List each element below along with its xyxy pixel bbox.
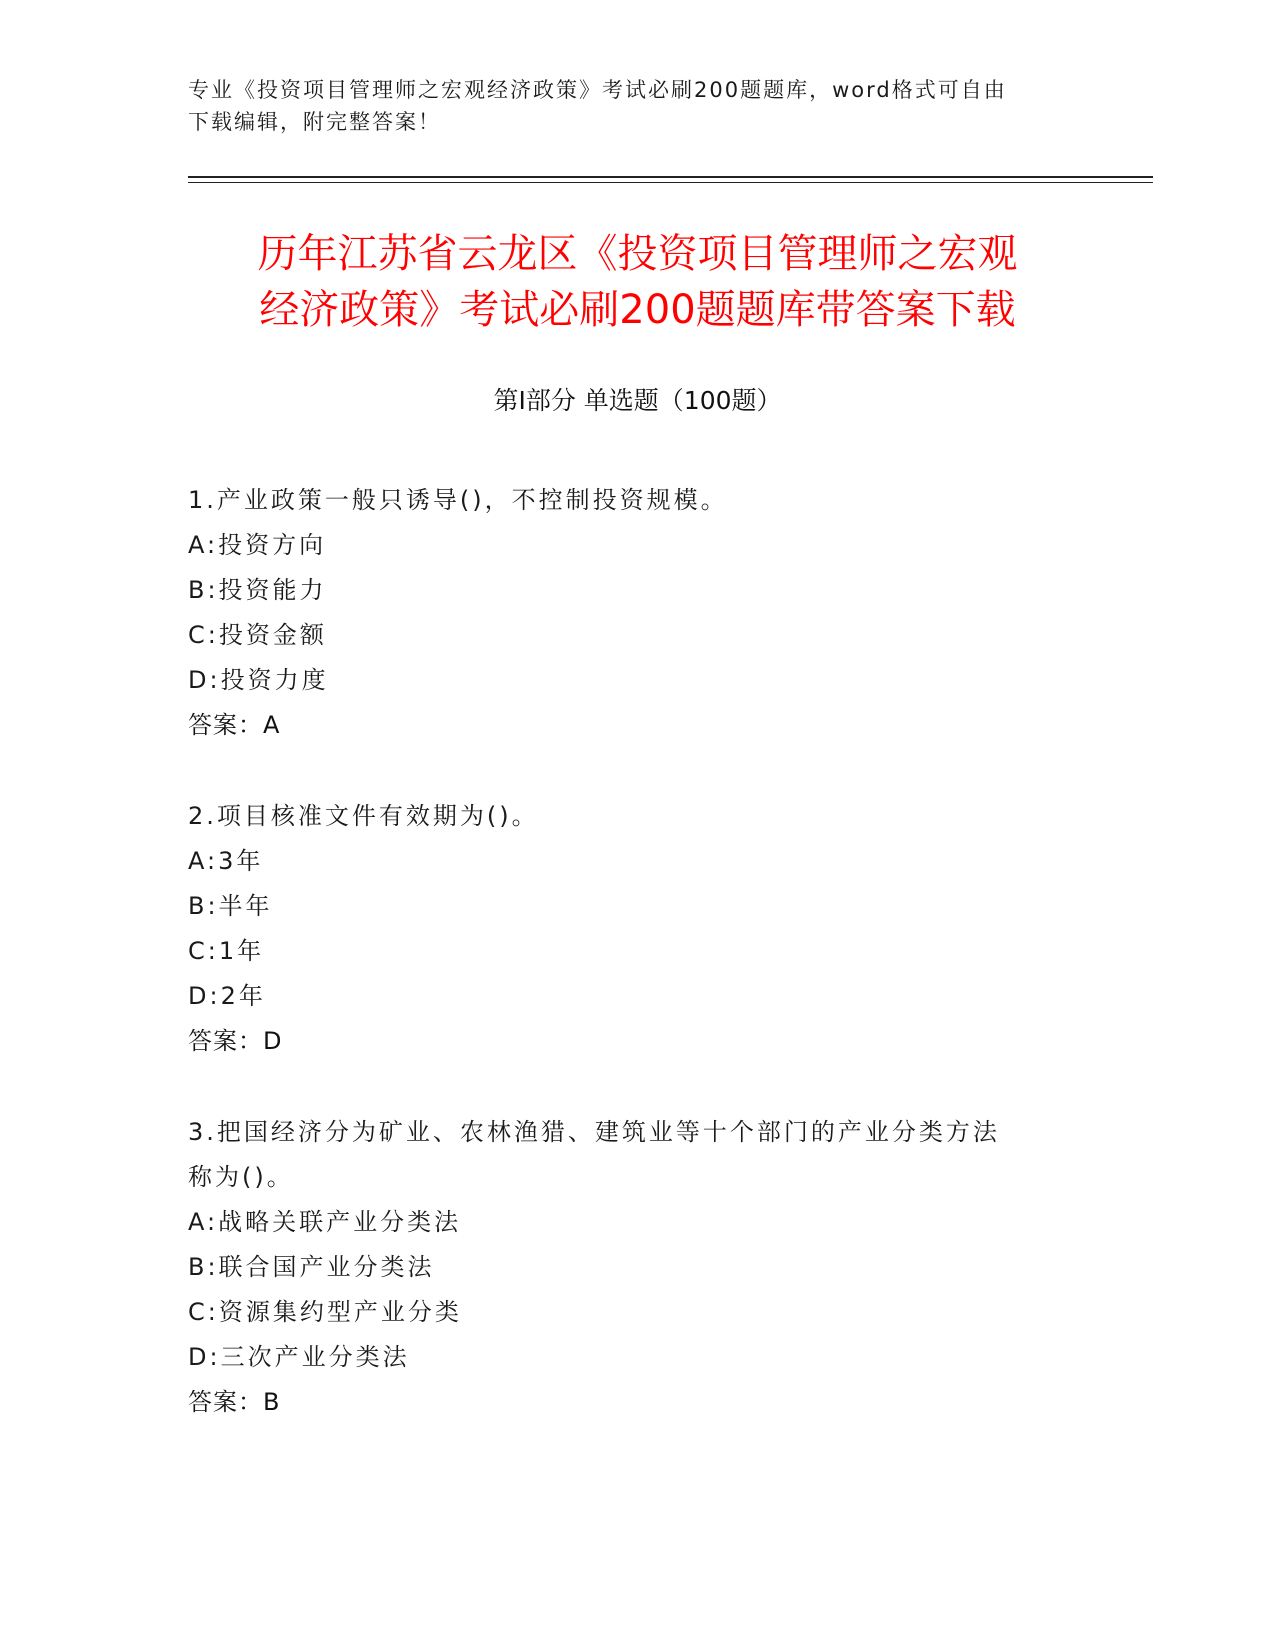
answer-key: 答案：B: [188, 1388, 281, 1416]
header-divider-thin: [188, 182, 1153, 183]
question-stem: [188, 794, 1088, 839]
question-3: [188, 1110, 1088, 1425]
section-heading: 第Ⅰ部分 单选题（100题）: [493, 386, 782, 415]
document-title: [150, 226, 1125, 338]
option-b: B:联合国产业分类法: [188, 1253, 435, 1281]
question-stem-line-1: 3.把国经济分为矿业、农林渔猎、建筑业等十个部门的产业分类方法: [188, 1118, 1000, 1146]
option-a: A:战略关联产业分类法: [188, 1208, 462, 1236]
question-1: [188, 478, 1088, 748]
question-stem: [188, 478, 1088, 523]
title-line-1: 历年江苏省云龙区《投资项目管理师之宏观: [257, 231, 1018, 277]
option-c: C:资源集约型产业分类: [188, 1298, 462, 1326]
header-note-line-1: 专业《投资项目管理师之宏观经济政策》考试必刷200题题库，word格式可自由: [188, 78, 1007, 102]
option-b: B:半年: [188, 892, 273, 920]
answer-key: 答案：D: [188, 1027, 283, 1055]
title-line-2: 经济政策》考试必刷200题题库带答案下载: [259, 287, 1016, 333]
option-d: D:三次产业分类法: [188, 1343, 410, 1371]
answer-key: 答案：A: [188, 711, 281, 739]
option-c: C:1年: [188, 937, 265, 965]
header-divider-thick: [188, 176, 1153, 178]
option-a: A:投资方向: [188, 531, 327, 559]
question-list: [188, 478, 1088, 1471]
option-d: D:投资力度: [188, 666, 329, 694]
question-stem: [188, 1110, 1088, 1200]
question-2: [188, 794, 1088, 1064]
question-stem-line-2: 称为()。: [188, 1163, 294, 1191]
option-a: A:3年: [188, 847, 264, 875]
option-d: D:2年: [188, 982, 266, 1010]
header-note-line-2: 下载编辑，附完整答案！: [188, 110, 441, 134]
option-c: C:投资金额: [188, 621, 327, 649]
question-stem-line: 1.产业政策一般只诱导()，不控制投资规模。: [188, 486, 728, 514]
question-stem-line: 2.项目核准文件有效期为()。: [188, 802, 539, 830]
header-note: [188, 74, 1088, 138]
option-b: B:投资能力: [188, 576, 327, 604]
